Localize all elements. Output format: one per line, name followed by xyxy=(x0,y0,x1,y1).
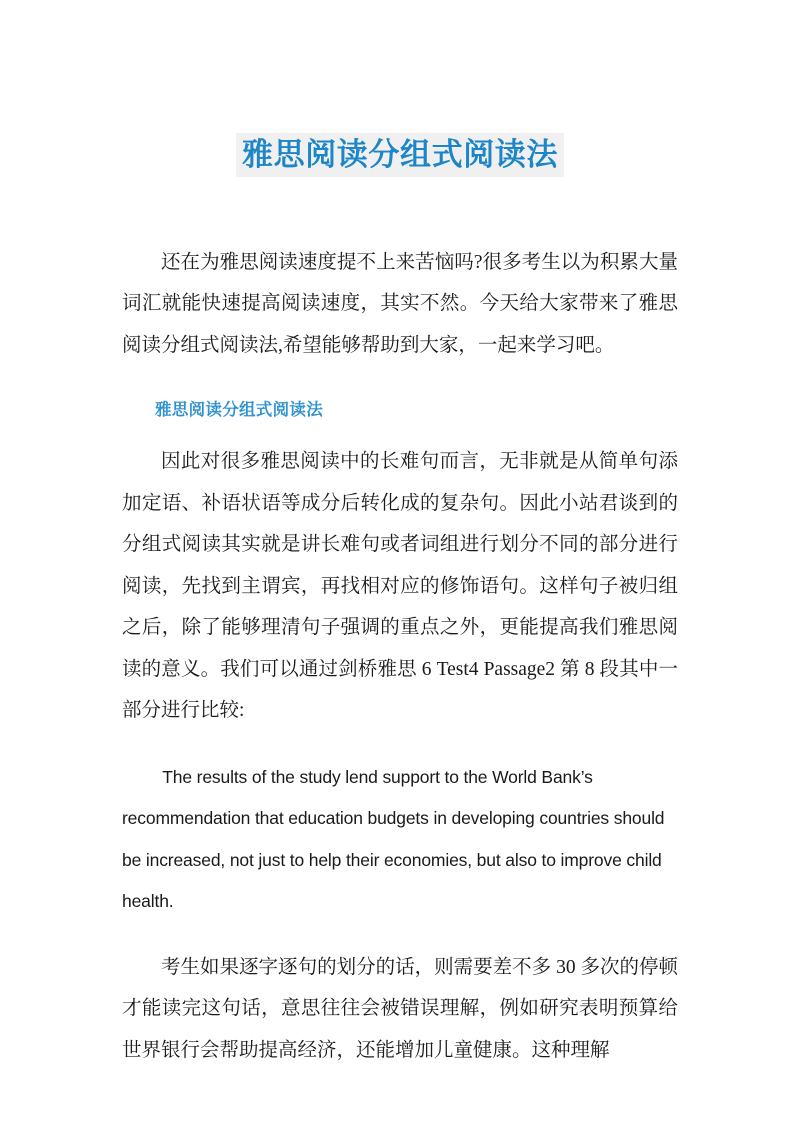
english-quote-paragraph: The results of the study lend support to the World Bank’s recommendation that education budgets in developing countries should be increased, not just to help their economies, but also to improve child health. xyxy=(122,766,665,912)
intro-paragraph: 还在为雅思阅读速度提不上来苦恼吗?很多考生以为积累大量词汇就能快速提高阅读速度，其实不然。今天给大家带来了雅思阅读分组式阅读法,希望能够帮助到大家，一起来学习吧。 xyxy=(122,251,678,356)
title-container xyxy=(0,112,800,198)
section-subheading: 雅思阅读分组式阅读法 xyxy=(155,401,323,420)
closing-paragraph: 考生如果逐字逐句的划分的话，则需要差不多 30 多次的停顿才能读完这句话，意思往往会被错误理解，例如研究表明预算给世界银行会帮助提高经济，还能增加儿童健康。这种理解 xyxy=(122,956,678,1061)
page-title: 雅思阅读分组式阅读法 xyxy=(236,133,564,177)
main-paragraph: 因此对很多雅思阅读中的长难句而言，无非就是从简单句添加定语、补语状语等成分后转化成的复杂句。因此小站君谈到的分组式阅读其实就是讲长难句或者词组进行划分不同的部分进行阅读，先找到主谓宾，再找相对应的修饰语句。这样句子被归组之后，除了能够理清句子强调的重点之外，更能提高我们雅思阅读的意义。我们可以通过剑桥雅思 6 Test4 Passage2 第 8 段其中一部分进行比较: xyxy=(122,451,678,722)
document-body xyxy=(122,242,678,1072)
